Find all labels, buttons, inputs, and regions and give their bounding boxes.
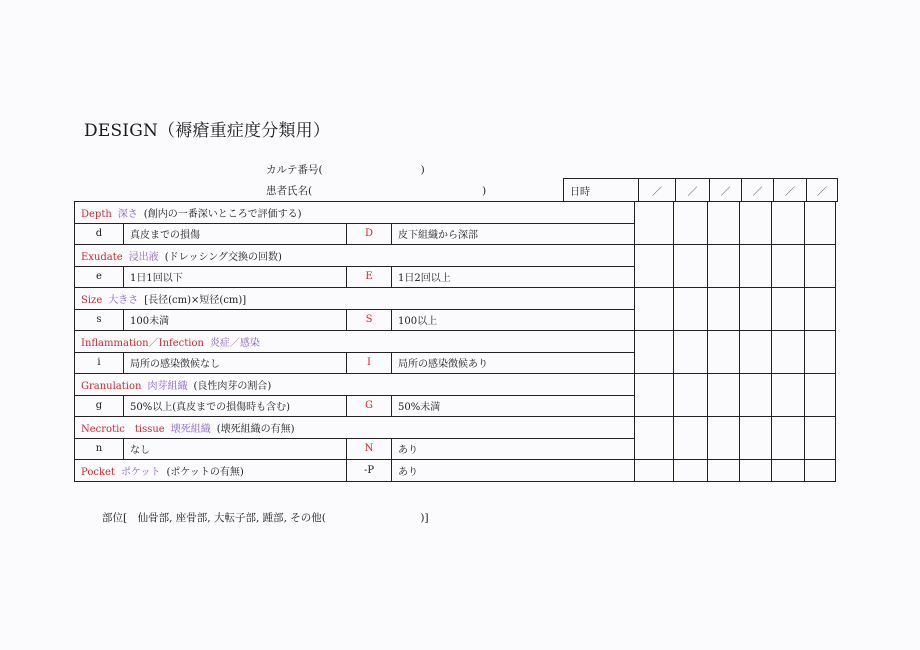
high-code: D bbox=[347, 223, 392, 245]
patient-name-line bbox=[266, 183, 486, 198]
score-cell[interactable] bbox=[635, 374, 674, 417]
score-cell[interactable] bbox=[740, 374, 772, 417]
low-code: d bbox=[75, 223, 124, 245]
score-cell[interactable] bbox=[805, 374, 836, 417]
score-cell[interactable] bbox=[708, 288, 740, 331]
date-slash-3[interactable]: ／ bbox=[710, 179, 742, 202]
high-code: N bbox=[347, 438, 392, 460]
low-code: n bbox=[75, 438, 124, 460]
score-cell[interactable] bbox=[772, 374, 805, 417]
low-text: 局所の感染徴候なし bbox=[124, 352, 347, 374]
section-jp-label: 深さ bbox=[117, 208, 138, 220]
low-text: 真皮までの損傷 bbox=[124, 223, 347, 245]
score-cell[interactable] bbox=[635, 202, 674, 245]
section-header bbox=[75, 288, 635, 310]
high-text: 1日2回以上 bbox=[392, 266, 635, 288]
page-title: DESIGN（褥瘡重症度分類用） bbox=[84, 121, 331, 141]
high-code: I bbox=[347, 352, 392, 374]
low-text: なし bbox=[124, 438, 347, 460]
section-header bbox=[75, 331, 635, 353]
section-row-inflammation bbox=[75, 331, 836, 353]
score-cell[interactable] bbox=[674, 245, 708, 288]
section-en-label: Pocket bbox=[81, 466, 115, 478]
low-text: 1日1回以下 bbox=[124, 266, 347, 288]
low-code: i bbox=[75, 352, 124, 374]
section-note: (創内の一番深いところで評価する) bbox=[143, 208, 302, 220]
section-header bbox=[75, 202, 635, 224]
section-jp-label: 大きさ bbox=[108, 294, 139, 306]
karte-number-label: カルテ番号( bbox=[266, 164, 323, 176]
score-cell[interactable] bbox=[635, 417, 674, 460]
pocket-text: あり bbox=[392, 460, 635, 482]
score-cell[interactable] bbox=[674, 288, 708, 331]
design-table bbox=[74, 201, 836, 482]
score-cell[interactable] bbox=[708, 202, 740, 245]
section-header bbox=[75, 374, 635, 396]
section-row-exudate bbox=[75, 245, 836, 267]
section-en-label: Depth bbox=[81, 208, 112, 220]
score-cell[interactable] bbox=[674, 374, 708, 417]
score-cell[interactable] bbox=[740, 288, 772, 331]
score-cell[interactable] bbox=[805, 288, 836, 331]
high-code: E bbox=[347, 266, 392, 288]
score-cell[interactable] bbox=[708, 374, 740, 417]
section-row-necrotic bbox=[75, 417, 836, 439]
pocket-code: -P bbox=[347, 460, 392, 482]
score-cell[interactable] bbox=[805, 460, 836, 482]
score-cell[interactable] bbox=[772, 245, 805, 288]
score-cell[interactable] bbox=[635, 245, 674, 288]
section-en-label: Necrotic tissue bbox=[81, 423, 165, 435]
section-jp-label: ポケット bbox=[120, 466, 161, 478]
score-cell[interactable] bbox=[708, 331, 740, 374]
section-en-label: Granulation bbox=[81, 380, 142, 392]
score-cell[interactable] bbox=[805, 331, 836, 374]
section-note: (壊死組織の有無) bbox=[216, 423, 295, 435]
high-text: 100以上 bbox=[392, 309, 635, 331]
karte-number-close: ) bbox=[420, 164, 425, 176]
patient-name-label: 患者氏名( bbox=[266, 185, 313, 197]
score-cell[interactable] bbox=[635, 331, 674, 374]
high-text: 皮下組織から深部 bbox=[392, 223, 635, 245]
score-cell[interactable] bbox=[674, 202, 708, 245]
date-slash-2[interactable]: ／ bbox=[676, 179, 710, 202]
section-jp-label: 壊死組織 bbox=[170, 423, 211, 435]
score-cell[interactable] bbox=[740, 460, 772, 482]
low-code: g bbox=[75, 395, 124, 417]
section-note: (良性肉芽の割合) bbox=[193, 380, 272, 392]
section-note: (ポケットの有無) bbox=[166, 466, 244, 478]
score-cell[interactable] bbox=[740, 202, 772, 245]
score-cell[interactable] bbox=[805, 202, 836, 245]
score-cell[interactable] bbox=[772, 288, 805, 331]
section-header bbox=[75, 245, 635, 267]
section-en-label: Exudate bbox=[81, 251, 123, 263]
score-cell[interactable] bbox=[805, 245, 836, 288]
score-cell[interactable] bbox=[772, 331, 805, 374]
section-note: (ドレッシング交換の回数) bbox=[164, 251, 282, 263]
score-cell[interactable] bbox=[674, 460, 708, 482]
score-cell[interactable] bbox=[708, 245, 740, 288]
low-code: e bbox=[75, 266, 124, 288]
low-text: 50%以上(真皮までの損傷時も含む) bbox=[124, 395, 347, 417]
date-grid bbox=[563, 178, 838, 202]
date-label: 日時 bbox=[564, 179, 639, 202]
section-row-pocket bbox=[75, 460, 836, 482]
date-slash-6[interactable]: ／ bbox=[807, 179, 838, 202]
section-header bbox=[75, 417, 635, 439]
score-cell[interactable] bbox=[805, 417, 836, 460]
date-slash-4[interactable]: ／ bbox=[742, 179, 774, 202]
section-jp-label: 炎症／感染 bbox=[209, 337, 260, 349]
score-cell[interactable] bbox=[674, 417, 708, 460]
score-cell[interactable] bbox=[740, 245, 772, 288]
score-cell[interactable] bbox=[740, 417, 772, 460]
low-code: s bbox=[75, 309, 124, 331]
score-cell[interactable] bbox=[674, 331, 708, 374]
section-header bbox=[75, 460, 347, 482]
high-text: 局所の感染徴候あり bbox=[392, 352, 635, 374]
score-cell[interactable] bbox=[635, 288, 674, 331]
score-cell[interactable] bbox=[635, 460, 674, 482]
site-line: 部位[ 仙骨部, 座骨部, 大転子部, 踵部, その他( )] bbox=[102, 512, 429, 524]
section-row-granulation bbox=[75, 374, 836, 396]
section-row-depth bbox=[75, 202, 836, 224]
section-en-label: Inflammation／Infection bbox=[81, 337, 204, 349]
high-text: あり bbox=[392, 438, 635, 460]
high-text: 50%未満 bbox=[392, 395, 635, 417]
score-cell[interactable] bbox=[708, 460, 740, 482]
score-cell[interactable] bbox=[772, 417, 805, 460]
score-cell[interactable] bbox=[708, 417, 740, 460]
score-cell[interactable] bbox=[740, 331, 772, 374]
high-code: S bbox=[347, 309, 392, 331]
patient-name-close: ) bbox=[482, 185, 487, 197]
karte-number-line bbox=[266, 162, 425, 177]
section-jp-label: 浸出液 bbox=[128, 251, 159, 263]
low-text: 100未満 bbox=[124, 309, 347, 331]
score-cell[interactable] bbox=[772, 460, 805, 482]
date-slash-1[interactable]: ／ bbox=[639, 179, 676, 202]
section-en-label: Size bbox=[81, 294, 103, 306]
section-note: [長径(cm)×短径(cm)] bbox=[144, 294, 247, 306]
date-slash-5[interactable]: ／ bbox=[774, 179, 807, 202]
score-cell[interactable] bbox=[772, 202, 805, 245]
section-row-size bbox=[75, 288, 836, 310]
high-code: G bbox=[347, 395, 392, 417]
section-jp-label: 肉芽組織 bbox=[147, 380, 188, 392]
